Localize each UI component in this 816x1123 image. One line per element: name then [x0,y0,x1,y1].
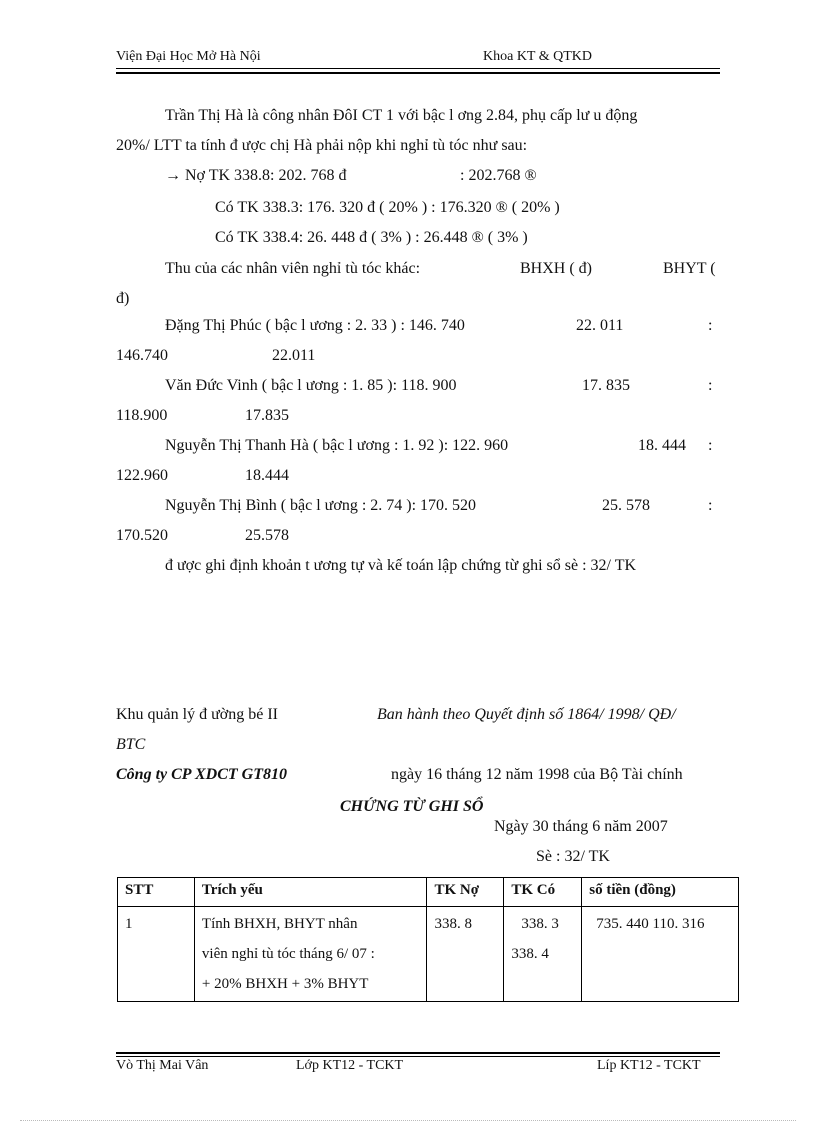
org-name-1: Khu quản lý đ ường bé II [116,706,278,723]
voucher-number: Sè : 32/ TK [536,848,610,865]
header-institute: Viện Đại Học Mở Hà Nội [116,49,261,64]
entry-credit-3383: Có TK 338.3: 176. 320 đ ( 20% ) : 176.320 ® ( 20% ) [215,199,560,216]
employee-amount-2: 22.011 [272,347,316,364]
cell-amount: 735. 440 110. 316 [582,907,739,1002]
employee-colon: : [708,437,713,454]
entry-debit: → Nợ TK 338.8: 202. 768 đ [165,167,347,184]
employee-line: Văn Đức Vinh ( bậc l ương : 1. 85 ): 118. 900 [165,377,457,394]
col-header-desc: Trích yếu [194,878,427,907]
entry-credit-3384: Có TK 338.4: 26. 448 đ ( 3% ) : 26.448 ® ( 3% ) [215,229,528,246]
footer-rule-top [116,1052,720,1054]
employee-bhyt: 22. 011 [576,317,624,334]
col-header-debit: TK Nợ [427,878,504,907]
bhyt-heading: BHYT ( [663,260,716,277]
paragraph-line-2: 20%/ LTT ta tính đ ược chị Hà phải nộp khi nghỉ tù tóc như sau: [116,137,528,154]
employee-colon: : [708,497,713,514]
footer-author: Vò Thị Mai Vân [116,1058,209,1073]
header-faculty: Khoa KT & QTKD [483,49,593,64]
decree-line-3: ngày 16 tháng 12 năm 1998 của Bộ Tài chính [391,766,683,783]
col-header-amount: số tiền (đồng) [582,878,739,907]
closing-sentence: đ ược ghi định khoản t ương tự và kế toán lập chứng từ ghi sổ sè : 32/ TK [165,557,637,574]
cell-desc-line-3: + 20% BHXH + 3% BHYT [201,976,369,992]
voucher-title: CHỨNG TỪ GHI SỔ [340,798,484,815]
footer-class-2: Líp KT12 - TCKT [597,1058,701,1073]
col-header-stt: STT [118,878,195,907]
employee-line: Nguyễn Thị Thanh Hà ( bậc l ương : 1. 92 ): 122. 960 [165,437,509,454]
employee-colon: : [708,317,713,334]
cell-desc-line-2: viên nghỉ tù tóc tháng 6/ 07 : [201,946,375,962]
bhxh-heading: BHXH ( đ) [520,260,592,277]
cell-debit: 338. 8 [427,907,504,1002]
employee-bhyt: 25. 578 [602,497,650,514]
decree-line-2: BTC [116,736,146,753]
cell-credit-1: 338. 3 [521,916,559,932]
paragraph-line-1: Trần Thị Hà là công nhân ĐôI CT 1 với bậc l ơng 2.84, phụ cấp lư u động [165,107,638,124]
employee-amount-2: 25.578 [245,527,289,544]
employee-amount-2: 17.835 [245,407,289,424]
header-rule-top [116,68,720,69]
cell-credit [504,907,582,1002]
cell-credit-2: 338. 4 [511,946,549,962]
col-header-credit: TK Có [504,878,582,907]
cell-stt: 1 [118,907,195,1002]
employee-amount-2: 18.444 [245,467,289,484]
table-header-row [118,878,739,907]
employee-amount: 146.740 [116,347,168,364]
org-name-2: Công ty CP XDCT GT810 [116,766,287,783]
bhyt-heading-cont: đ) [116,290,130,307]
voucher-date: Ngày 30 tháng 6 năm 2007 [494,818,668,835]
voucher-table [117,877,739,1002]
employee-bhyt: 18. 444 [638,437,686,454]
employee-line: Nguyễn Thị Bình ( bậc l ương : 2. 74 ): 170. 520 [165,497,477,514]
employee-amount: 170.520 [116,527,168,544]
decree-line-1: Ban hành theo Quyết định số 1864/ 1998/ QĐ/ [377,706,676,723]
employee-bhyt: 17. 835 [582,377,630,394]
header-rule-bottom [116,72,720,74]
footer-class-1: Lớp KT12 - TCKT [296,1058,404,1073]
footer-rule-bottom [116,1056,720,1057]
employee-amount: 118.900 [116,407,168,424]
table-row [118,907,739,1002]
employee-amount: 122.960 [116,467,168,484]
page-edge-dots [20,1120,796,1121]
employee-line: Đặng Thị Phúc ( bậc l ương : 2. 33 ) : 146. 740 [165,317,465,334]
cell-desc-line-1: Tính BHXH, BHYT nhân [201,916,358,932]
cell-desc [194,907,427,1002]
entry-debit-value: : 202.768 ® [460,167,537,184]
collect-heading: Thu của các nhân viên nghỉ tù tóc khác: [165,260,421,277]
employee-colon: : [708,377,713,394]
